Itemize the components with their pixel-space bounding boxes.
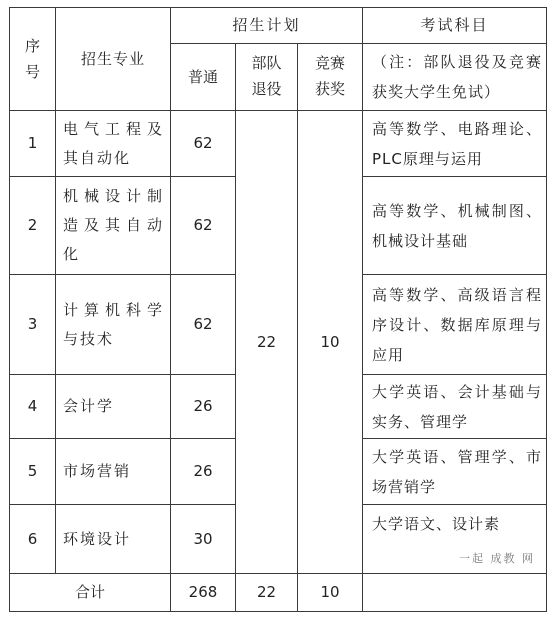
- row-index: 2: [10, 177, 56, 275]
- row-index: 4: [10, 375, 56, 439]
- header-major: 招生专业: [56, 8, 171, 111]
- row-major: 环境设计: [56, 505, 171, 574]
- header-veteran: 部队退役: [236, 44, 298, 111]
- row-regular: 62: [171, 275, 236, 375]
- table-row: [10, 111, 547, 177]
- row-major: 机械设计制造及其自动化: [56, 177, 171, 275]
- row-subjects: 大学英语、管理学、市场营销学: [363, 439, 547, 505]
- total-regular: 268: [171, 574, 236, 612]
- row-regular: 62: [171, 111, 236, 177]
- row-subjects: 大学英语、会计基础与实务、管理学: [363, 375, 547, 439]
- admissions-table: [9, 7, 547, 612]
- row-regular: 26: [171, 375, 236, 439]
- veteran-quota: 22: [236, 111, 298, 574]
- row-regular: 62: [171, 177, 236, 275]
- row-index: 5: [10, 439, 56, 505]
- header-regular: 普通: [171, 44, 236, 111]
- header-exam: 考试科目: [363, 8, 547, 44]
- total-subjects-empty: [363, 574, 547, 612]
- row-regular: 26: [171, 439, 236, 505]
- header-index: 序号: [10, 8, 56, 111]
- row-major: 计算机科学与技术: [56, 275, 171, 375]
- total-row: [10, 574, 547, 612]
- total-label: 合计: [10, 574, 171, 612]
- row-subjects: 高等数学、高级语言程序设计、数据库原理与应用: [363, 275, 547, 375]
- row-regular: 30: [171, 505, 236, 574]
- competition-quota: 10: [298, 111, 363, 574]
- row-major: 电气工程及其自动化: [56, 111, 171, 177]
- row-subjects: 高等数学、机械制图、机械设计基础: [363, 177, 547, 275]
- row-subjects: 高等数学、电路理论、PLC原理与运用: [363, 111, 547, 177]
- total-competition: 10: [298, 574, 363, 612]
- header-plan: 招生计划: [171, 8, 363, 44]
- row-major: 市场营销: [56, 439, 171, 505]
- watermark: 一起 成教 网: [456, 550, 538, 566]
- row-index: 6: [10, 505, 56, 574]
- row-index: 1: [10, 111, 56, 177]
- total-veteran: 22: [236, 574, 298, 612]
- row-subjects: 大学语文、设计素: [363, 505, 547, 574]
- row-major: 会计学: [56, 375, 171, 439]
- row-index: 3: [10, 275, 56, 375]
- header-competition: 竞赛获奖: [298, 44, 363, 111]
- header-exam-note: （注：部队退役及竞赛获奖大学生免试）: [363, 44, 547, 111]
